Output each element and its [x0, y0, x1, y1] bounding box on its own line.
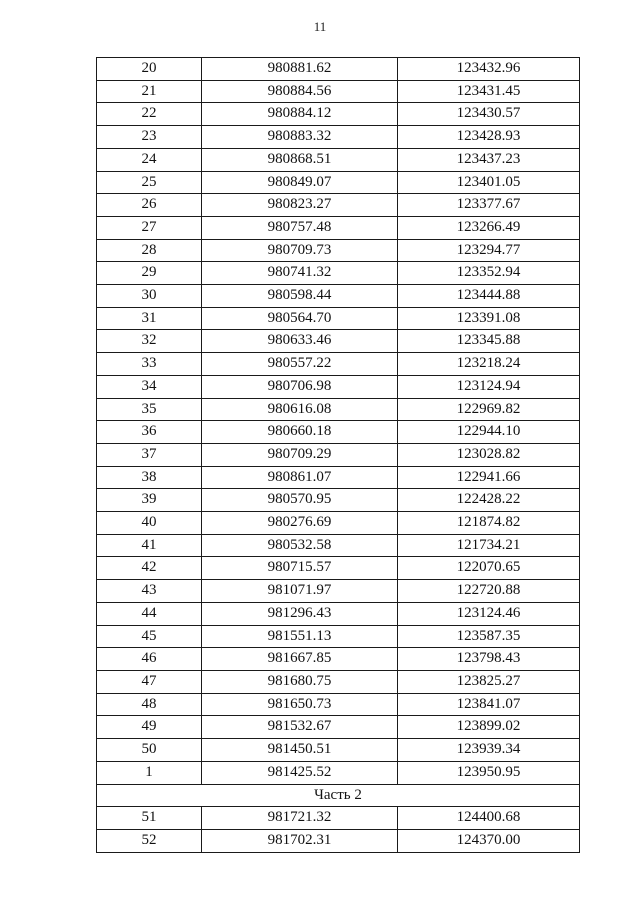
point-number-cell: 35: [97, 398, 202, 421]
table-row: [97, 285, 580, 308]
point-number-cell: 41: [97, 534, 202, 557]
x-coordinate-cell: 980868.51: [202, 148, 398, 171]
table-row: [97, 262, 580, 285]
x-coordinate-cell: 980884.12: [202, 103, 398, 126]
point-number-cell: 22: [97, 103, 202, 126]
x-coordinate-cell: 981667.85: [202, 648, 398, 671]
point-number-cell: 50: [97, 739, 202, 762]
x-coordinate-cell: 980741.32: [202, 262, 398, 285]
y-coordinate-cell: 123345.88: [398, 330, 580, 353]
x-coordinate-cell: 980616.08: [202, 398, 398, 421]
y-coordinate-cell: 123587.35: [398, 625, 580, 648]
point-number-cell: 34: [97, 375, 202, 398]
table-row: [97, 330, 580, 353]
table-row: [97, 58, 580, 81]
point-number-cell: 26: [97, 194, 202, 217]
x-coordinate-cell: 980706.98: [202, 375, 398, 398]
y-coordinate-cell: 122428.22: [398, 489, 580, 512]
table-row: [97, 829, 580, 852]
table-row: [97, 148, 580, 171]
table-row: [97, 171, 580, 194]
y-coordinate-cell: 123825.27: [398, 670, 580, 693]
x-coordinate-cell: 980709.73: [202, 239, 398, 262]
y-coordinate-cell: 123437.23: [398, 148, 580, 171]
x-coordinate-cell: 980660.18: [202, 421, 398, 444]
table-row: [97, 239, 580, 262]
y-coordinate-cell: 123377.67: [398, 194, 580, 217]
point-number-cell: 48: [97, 693, 202, 716]
point-number-cell: 21: [97, 80, 202, 103]
page-number: 11: [313, 19, 327, 34]
y-coordinate-cell: 123401.05: [398, 171, 580, 194]
point-number-cell: 32: [97, 330, 202, 353]
table-row: [97, 375, 580, 398]
section-row: [97, 784, 580, 807]
y-coordinate-cell: 122944.10: [398, 421, 580, 444]
point-number-cell: 43: [97, 580, 202, 603]
table-row: [97, 443, 580, 466]
y-coordinate-cell: 121734.21: [398, 534, 580, 557]
x-coordinate-cell: 981551.13: [202, 625, 398, 648]
point-number-cell: 38: [97, 466, 202, 489]
table-row: [97, 80, 580, 103]
y-coordinate-cell: 121874.82: [398, 512, 580, 535]
x-coordinate-cell: 980557.22: [202, 353, 398, 376]
table-row: [97, 557, 580, 580]
table-row: [97, 466, 580, 489]
y-coordinate-cell: 123266.49: [398, 216, 580, 239]
x-coordinate-cell: 981296.43: [202, 602, 398, 625]
x-coordinate-cell: 980564.70: [202, 307, 398, 330]
table-row: [97, 398, 580, 421]
x-coordinate-cell: 980598.44: [202, 285, 398, 308]
point-number-cell: 51: [97, 807, 202, 830]
y-coordinate-cell: 123430.57: [398, 103, 580, 126]
x-coordinate-cell: 981702.31: [202, 829, 398, 852]
point-number-cell: 25: [97, 171, 202, 194]
y-coordinate-cell: 123939.34: [398, 739, 580, 762]
table-row: [97, 693, 580, 716]
y-coordinate-cell: 123841.07: [398, 693, 580, 716]
x-coordinate-cell: 981425.52: [202, 761, 398, 784]
point-number-cell: 45: [97, 625, 202, 648]
x-coordinate-cell: 981680.75: [202, 670, 398, 693]
x-coordinate-cell: 981532.67: [202, 716, 398, 739]
y-coordinate-cell: 123798.43: [398, 648, 580, 671]
x-coordinate-cell: 980276.69: [202, 512, 398, 535]
point-number-cell: 39: [97, 489, 202, 512]
y-coordinate-cell: 123431.45: [398, 80, 580, 103]
point-number-cell: 27: [97, 216, 202, 239]
x-coordinate-cell: 980570.95: [202, 489, 398, 512]
y-coordinate-cell: 123124.94: [398, 375, 580, 398]
table-row: [97, 761, 580, 784]
x-coordinate-cell: 980633.46: [202, 330, 398, 353]
y-coordinate-cell: 123432.96: [398, 58, 580, 81]
point-number-cell: 52: [97, 829, 202, 852]
y-coordinate-cell: 123899.02: [398, 716, 580, 739]
y-coordinate-cell: 122941.66: [398, 466, 580, 489]
x-coordinate-cell: 981450.51: [202, 739, 398, 762]
table-row: [97, 807, 580, 830]
point-number-cell: 33: [97, 353, 202, 376]
table-row: [97, 353, 580, 376]
y-coordinate-cell: 123950.95: [398, 761, 580, 784]
table-row: [97, 512, 580, 535]
x-coordinate-cell: 980883.32: [202, 126, 398, 149]
table-row: [97, 421, 580, 444]
point-number-cell: 36: [97, 421, 202, 444]
point-number-cell: 46: [97, 648, 202, 671]
x-coordinate-cell: 980709.29: [202, 443, 398, 466]
point-number-cell: 40: [97, 512, 202, 535]
table-row: [97, 602, 580, 625]
point-number-cell: 28: [97, 239, 202, 262]
x-coordinate-cell: 980823.27: [202, 194, 398, 217]
y-coordinate-cell: 122070.65: [398, 557, 580, 580]
point-number-cell: 49: [97, 716, 202, 739]
y-coordinate-cell: 123218.24: [398, 353, 580, 376]
y-coordinate-cell: 123444.88: [398, 285, 580, 308]
x-coordinate-cell: 981650.73: [202, 693, 398, 716]
point-number-cell: 44: [97, 602, 202, 625]
x-coordinate-cell: 980849.07: [202, 171, 398, 194]
y-coordinate-cell: 123028.82: [398, 443, 580, 466]
point-number-cell: 31: [97, 307, 202, 330]
point-number-cell: 37: [97, 443, 202, 466]
table-row: [97, 534, 580, 557]
x-coordinate-cell: 980861.07: [202, 466, 398, 489]
point-number-cell: 47: [97, 670, 202, 693]
table-row: [97, 670, 580, 693]
table-row: [97, 580, 580, 603]
table-row: [97, 216, 580, 239]
y-coordinate-cell: 123391.08: [398, 307, 580, 330]
table-row: [97, 307, 580, 330]
table-row: [97, 625, 580, 648]
table-row: [97, 648, 580, 671]
point-number-cell: 42: [97, 557, 202, 580]
y-coordinate-cell: 122969.82: [398, 398, 580, 421]
table-row: [97, 489, 580, 512]
x-coordinate-cell: 981721.32: [202, 807, 398, 830]
point-number-cell: 30: [97, 285, 202, 308]
x-coordinate-cell: 980884.56: [202, 80, 398, 103]
y-coordinate-cell: 123124.46: [398, 602, 580, 625]
point-number-cell: 20: [97, 58, 202, 81]
point-number-cell: 23: [97, 126, 202, 149]
table-row: [97, 194, 580, 217]
x-coordinate-cell: 980715.57: [202, 557, 398, 580]
y-coordinate-cell: 123294.77: [398, 239, 580, 262]
point-number-cell: 24: [97, 148, 202, 171]
x-coordinate-cell: 980532.58: [202, 534, 398, 557]
table-row: [97, 739, 580, 762]
coordinates-table-body: [97, 58, 580, 853]
coordinates-table: [96, 57, 580, 853]
point-number-cell: 1: [97, 761, 202, 784]
x-coordinate-cell: 980757.48: [202, 216, 398, 239]
section-label: Часть 2: [97, 784, 580, 807]
y-coordinate-cell: 124400.68: [398, 807, 580, 830]
y-coordinate-cell: 123428.93: [398, 126, 580, 149]
table-row: [97, 103, 580, 126]
x-coordinate-cell: 980881.62: [202, 58, 398, 81]
table-row: [97, 126, 580, 149]
y-coordinate-cell: 123352.94: [398, 262, 580, 285]
y-coordinate-cell: 124370.00: [398, 829, 580, 852]
x-coordinate-cell: 981071.97: [202, 580, 398, 603]
y-coordinate-cell: 122720.88: [398, 580, 580, 603]
table-row: [97, 716, 580, 739]
point-number-cell: 29: [97, 262, 202, 285]
